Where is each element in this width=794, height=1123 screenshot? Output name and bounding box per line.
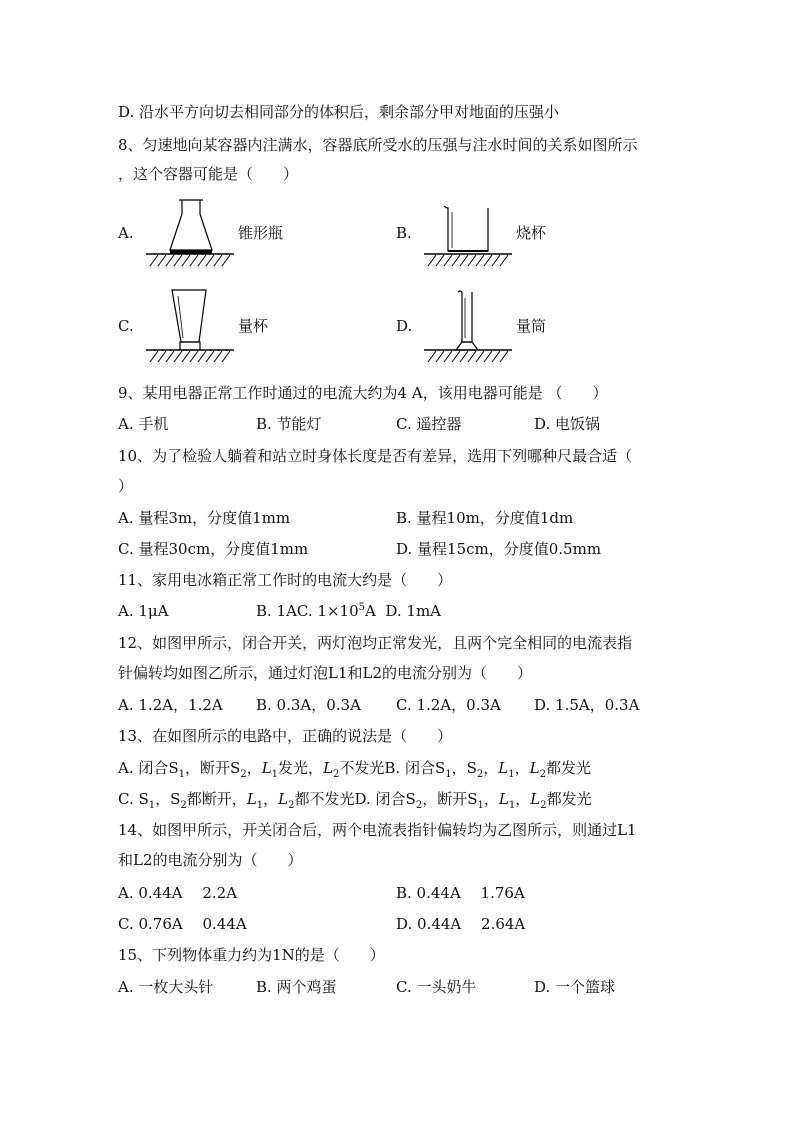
q11-exponent: 5 bbox=[358, 602, 365, 613]
conical-flask-icon bbox=[144, 196, 238, 268]
q12-stem-line1: 12、如图甲所示，闭合开关，两灯泡均正常发光，且两个完全相同的电流表指 bbox=[118, 634, 633, 652]
q12-option-d: D. 1.5A，0.3A bbox=[534, 696, 640, 714]
graduated-cylinder-icon bbox=[422, 288, 516, 362]
q14-option-a: A. 0.44A 2.2A bbox=[118, 884, 238, 902]
q8-option-c-letter: C. bbox=[118, 317, 134, 335]
q11-option-bc-text: B. 1AC. 1×10 bbox=[256, 602, 359, 620]
q13-stem: 13、在如图所示的电路中，正确的说法是（ ） bbox=[118, 727, 453, 745]
q15-option-b: B. 两个鸡蛋 bbox=[256, 978, 337, 996]
q15-option-a: A. 一枚大头针 bbox=[118, 978, 214, 996]
q12-option-a: A. 1.2A，1.2A bbox=[118, 696, 223, 714]
q8-option-a-letter: A. bbox=[118, 224, 134, 242]
q13-options-cd: C. $S_1$，$S_2$都断开，$L_1$，$L_2$都不发光D. 闭合$S_2$，断开$S_1$，$L_1$，$L_2$都发光 bbox=[118, 790, 592, 811]
q14-option-b: B. 0.44A 1.76A bbox=[396, 884, 525, 902]
q8-option-b-letter: B. bbox=[396, 224, 412, 242]
q12-stem-line2: 针偏转均如图乙所示，通过灯泡L1和L2的电流分别为（ ） bbox=[118, 664, 533, 682]
q8-option-d-name: 量筒 bbox=[516, 317, 547, 335]
q8-option-d-letter: D. bbox=[396, 317, 413, 335]
q10-option-b: B. 量程10m，分度值1dm bbox=[396, 509, 574, 527]
q10-stem-line2: ） bbox=[118, 477, 134, 495]
q9-option-b: B. 节能灯 bbox=[256, 415, 322, 433]
measuring-cup-icon bbox=[144, 288, 238, 362]
q9-option-c: C. 遥控器 bbox=[396, 415, 462, 433]
q14-stem-line1: 14、如图甲所示，开关闭合后，两个电流表指针偏转均为乙图所示，则通过L1 bbox=[118, 821, 637, 839]
q8-stem-line1: 8、匀速地向某容器内注满水，容器底所受水的压强与注水时间的关系如图所示 bbox=[118, 136, 638, 154]
q11-option-d: D. 1mA bbox=[385, 602, 442, 620]
q10-option-d: D. 量程15cm，分度值0.5mm bbox=[396, 540, 602, 558]
q9-options bbox=[118, 414, 600, 434]
q7-option-d: D. 沿水平方向切去相同部分的体积后，剩余部分甲对地面的压强小 bbox=[118, 103, 560, 121]
q10-option-a: A. 量程3m，分度值1mm bbox=[118, 509, 291, 527]
q11-option-bc bbox=[256, 601, 376, 621]
q10-stem-line1: 10、为了检验人躺着和站立时身体长度是否有差异，选用下列哪种尺最合适（ bbox=[118, 447, 633, 465]
q11-option-a: A. 1μA bbox=[118, 602, 169, 620]
q15-stem: 15、下列物体重力约为1N的是（ ） bbox=[118, 946, 385, 964]
q12-options bbox=[118, 695, 639, 715]
q15-option-c: C. 一头奶牛 bbox=[396, 978, 477, 996]
q11-options bbox=[118, 601, 441, 621]
q15-options bbox=[118, 977, 615, 997]
q11-option-bc-unit: A bbox=[365, 602, 376, 620]
q8-option-c-name: 量杯 bbox=[238, 317, 269, 335]
q14-stem-line2: 和L2的电流分别为（ ） bbox=[118, 851, 303, 869]
q12-option-c: C. 1.2A，0.3A bbox=[396, 696, 501, 714]
q8-stem-line2: ，这个容器可能是（ ） bbox=[118, 165, 299, 183]
q11-stem: 11、家用电冰箱正常工作时的电流大约是（ ） bbox=[118, 571, 453, 589]
q8-option-a-name: 锥形瓶 bbox=[238, 224, 284, 242]
q9-option-d: D. 电饭锅 bbox=[534, 415, 601, 433]
q14-option-c: C. 0.76A 0.44A bbox=[118, 915, 247, 933]
q8-option-b-name: 烧杯 bbox=[516, 224, 547, 242]
beaker-icon bbox=[422, 196, 516, 268]
q10-option-c: C. 量程30cm，分度值1mm bbox=[118, 540, 309, 558]
q9-stem: 9、某用电器正常工作时通过的电流大约为4 A，该用电器可能是 （ ） bbox=[118, 384, 608, 402]
q12-option-b: B. 0.3A，0.3A bbox=[256, 696, 361, 714]
q14-option-d: D. 0.44A 2.64A bbox=[396, 915, 526, 933]
q9-option-a: A. 手机 bbox=[118, 415, 169, 433]
q13-options-ab: A. 闭合$S_1$，断开$S_2$，$L_1$发光，$L_2$不发光B. 闭合$S_1$，$S_2$，$L_1$，$L_2$都发光 bbox=[118, 759, 592, 780]
q15-option-d: D. 一个篮球 bbox=[534, 978, 616, 996]
